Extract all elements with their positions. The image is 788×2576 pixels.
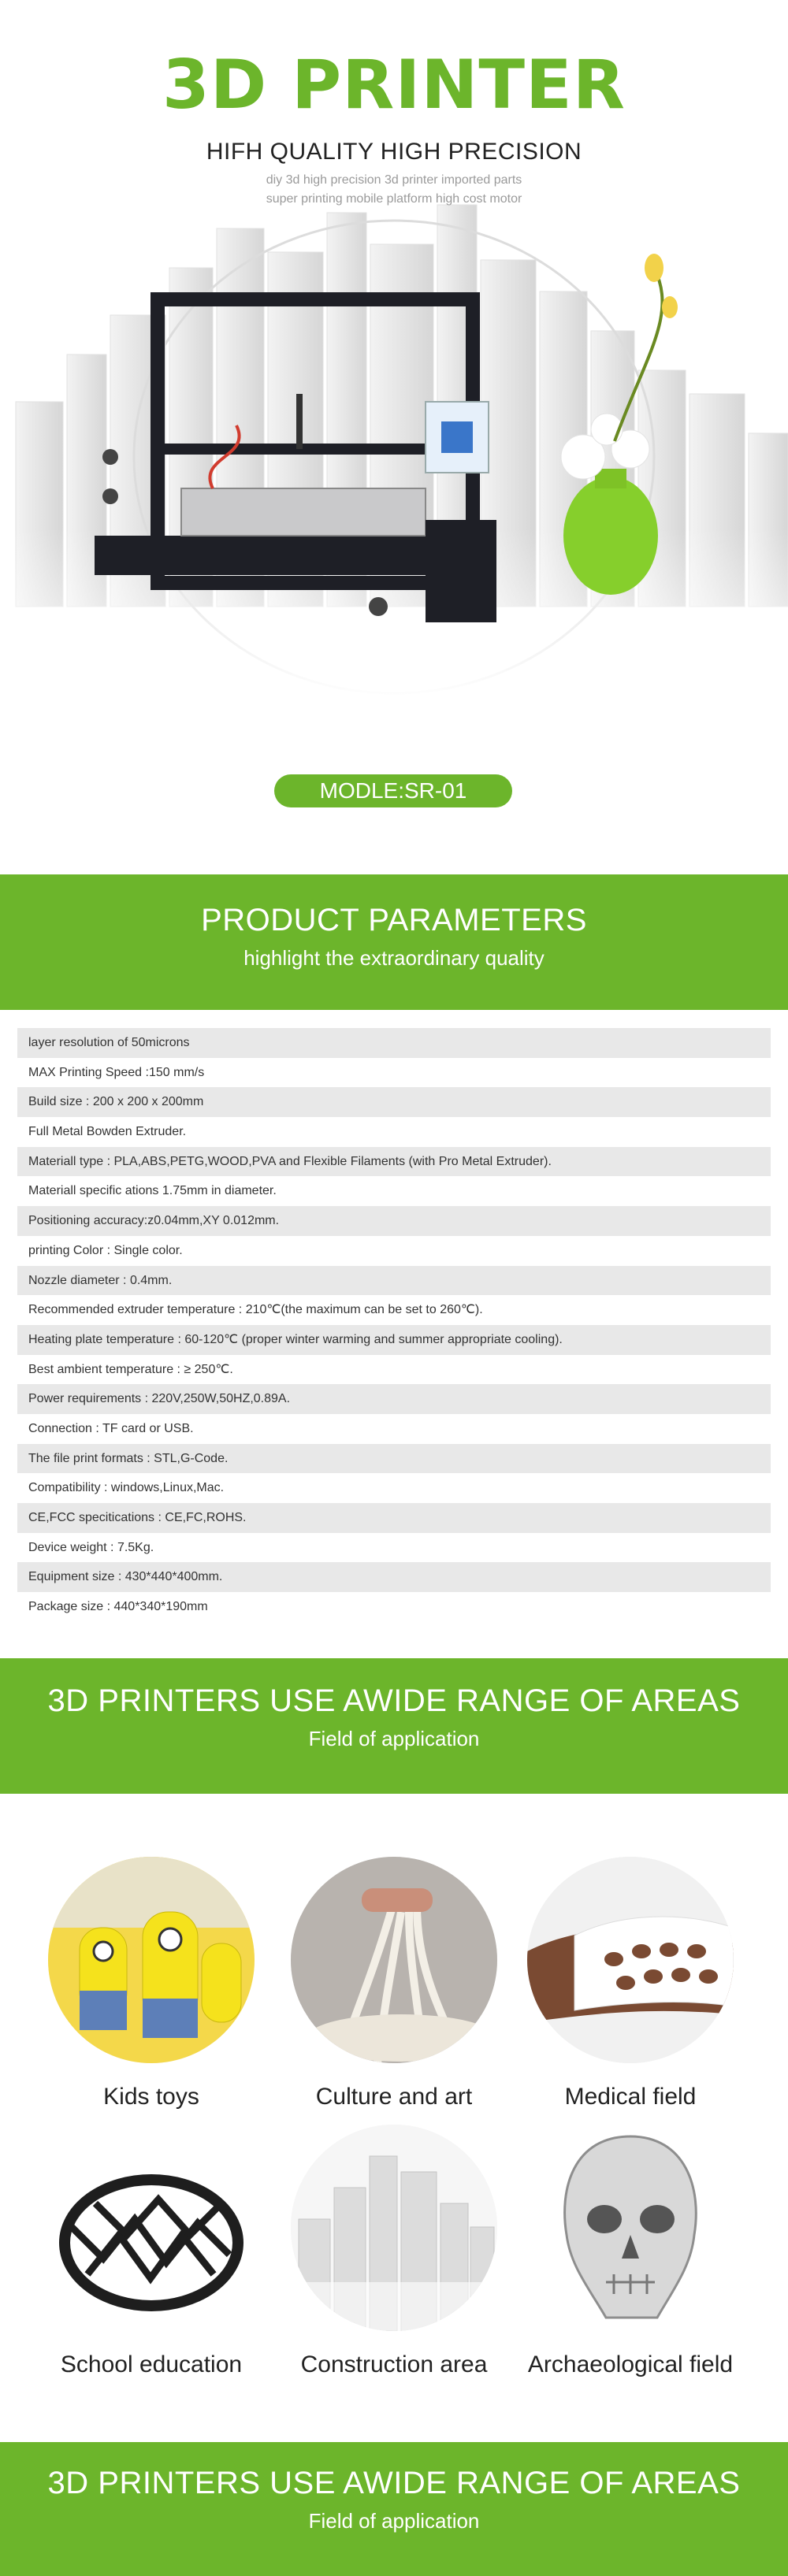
parameter-row: Positioning accuracy:z0.04mm,XY 0.012mm. (17, 1206, 771, 1236)
parameter-row: layer resolution of 50microns (17, 1028, 771, 1058)
hero-title: 3D PRINTER (162, 46, 626, 124)
archaeological-field-image (527, 2125, 734, 2331)
parameter-row: Equipment size : 430*440*400mm. (17, 1562, 771, 1592)
footer-banner-title: 3D PRINTERS USE AWIDE RANGE OF AREAS (47, 2466, 741, 2500)
application-label: Medical field (564, 2084, 697, 2110)
hero-description-line-2: super printing mobile platform high cost motor (266, 192, 522, 206)
parameter-row: The file print formats : STL,G-Code. (17, 1444, 771, 1474)
parameter-row: Full Metal Bowden Extruder. (28, 1125, 187, 1139)
applications-title: 3D PRINTERS USE AWIDE RANGE OF AREAS (47, 1683, 741, 1718)
parameter-row: Best ambient temperature : ≥ 250℃. (28, 1362, 233, 1376)
parameters-banner (0, 874, 788, 1010)
application-label: Kids toys (103, 2084, 199, 2110)
application-label: Culture and art (315, 2084, 473, 2110)
applications-subtitle: Field of application (308, 1727, 480, 1750)
application-item-school-education (33, 2125, 269, 2378)
school-education-image (48, 2125, 255, 2331)
parameters-list (17, 1028, 771, 1622)
application-item-culture-and-art (276, 1857, 512, 2110)
application-item-kids-toys (33, 1857, 269, 2110)
kids-toys-image (48, 1857, 255, 2063)
medical-field-image (527, 1857, 734, 2063)
parameters-subtitle: highlight the extraordinary quality (243, 946, 545, 970)
footer-banner (0, 2442, 788, 2576)
application-item-construction-area (276, 2125, 512, 2378)
parameter-row: Recommended extruder temperature : 210℃(the maximum can be set to 260℃). (28, 1303, 483, 1317)
parameter-row: Compatibility : windows,Linux,Mac. (28, 1481, 225, 1495)
parameter-row: Connection : TF card or USB. (28, 1421, 194, 1435)
applications-grid (0, 1794, 788, 2442)
parameter-row: CE,FCC specitications : CE,FC,ROHS. (17, 1503, 771, 1533)
parameters-title: PRODUCT PARAMETERS (201, 903, 587, 937)
model-badge: MODLE:SR-01 (274, 774, 512, 807)
parameter-row: Build size : 200 x 200 x 200mm (17, 1087, 771, 1117)
hero-subtitle: HIFH QUALITY HIGH PRECISION (206, 139, 582, 165)
parameter-row: printing Color : Single color. (28, 1243, 183, 1257)
parameter-row: Materiall type : PLA,ABS,PETG,WOOD,PVA and Flexible Filaments (with Pro Metal Extruder). (17, 1147, 771, 1177)
application-item-archaeological-field (512, 2125, 749, 2378)
parameter-row: Device weight : 7.5Kg. (28, 1540, 154, 1554)
hero-section (0, 0, 788, 874)
application-label: Construction area (300, 2351, 488, 2377)
parameter-row: Package size : 440*340*190mm (28, 1600, 208, 1614)
parameter-row: MAX Printing Speed :150 mm/s (28, 1065, 205, 1079)
application-item-medical-field (512, 1857, 749, 2110)
parameter-row: Power requirements : 220V,250W,50HZ,0.89A. (17, 1384, 771, 1414)
parameter-row: Materiall specific ations 1.75mm in diameter. (28, 1184, 277, 1198)
applications-banner (0, 1658, 788, 1794)
footer-banner-subtitle: Field of application (308, 2509, 480, 2533)
culture-art-image (291, 1857, 497, 2063)
construction-area-image (291, 2125, 497, 2331)
hero-description-line-1: diy 3d high precision 3d printer imported parts (266, 173, 522, 187)
parameter-row: Heating plate temperature : 60-120℃ (proper winter warming and summer appropriate cooling). (17, 1325, 771, 1355)
parameter-row: Nozzle diameter : 0.4mm. (17, 1266, 771, 1296)
application-label: Archaeological field (527, 2351, 734, 2377)
printer-hero-image (0, 197, 788, 701)
application-label: School education (60, 2351, 243, 2377)
